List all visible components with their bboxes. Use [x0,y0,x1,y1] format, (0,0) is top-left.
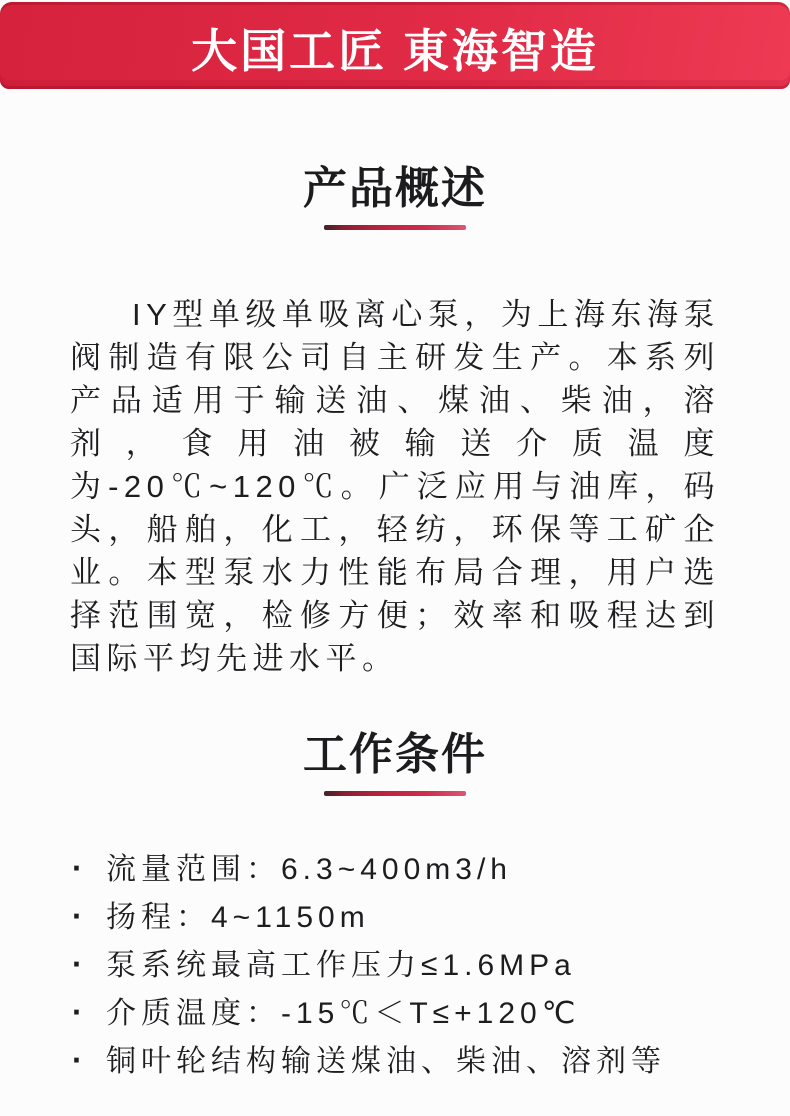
condition-item-text: 泵系统最高工作压力≤1.6MPa [106,949,576,982]
condition-item-text: 介质温度：-15℃＜T≤+120℃ [106,997,581,1030]
condition-item-max-pressure [72,941,740,989]
bullet-dot-icon: · [72,850,83,886]
overview-paragraph: IY型单级单吸离心泵，为上海东海泵阀制造有限公司自主研发生产。本系列产品适用于输送油、煤油、柴油，溶剂，食用油被输送介质温度为-20℃~120℃。广泛应用与油库，码头，船舶，化工，轻纺，环保等工矿企业。本型泵水力性能布局合理，用户选择范围宽，检修方便；效率和吸程达到国际平均先进水平。 [70,297,720,676]
bullet-dot-icon: · [72,898,83,934]
condition-item-flow-range [72,845,740,893]
brand-banner [0,2,790,89]
condition-item-head [72,893,740,941]
conditions-section-title: 工作条件 [303,730,487,779]
overview-section [0,164,790,680]
condition-item-impeller-structure [72,1037,740,1085]
banner-title: 大国工匠 東海智造 [191,24,599,77]
overview-title-underline [324,225,466,230]
condition-item-text: 流量范围：6.3~400m3/h [106,853,512,886]
overview-section-title: 产品概述 [303,164,487,213]
conditions-list [0,845,790,1085]
condition-item-text: 扬程：4~1150m [106,901,370,934]
product-detail-page [0,2,790,1116]
condition-item-text: 铜叶轮结构输送煤油、柴油、溶剂等 [106,1045,666,1078]
bullet-dot-icon: · [72,1042,83,1078]
bullet-dot-icon: · [72,994,83,1030]
conditions-title-underline [324,791,466,796]
working-conditions-section [0,730,790,1085]
bullet-dot-icon: · [72,946,83,982]
condition-item-medium-temperature [72,989,740,1037]
